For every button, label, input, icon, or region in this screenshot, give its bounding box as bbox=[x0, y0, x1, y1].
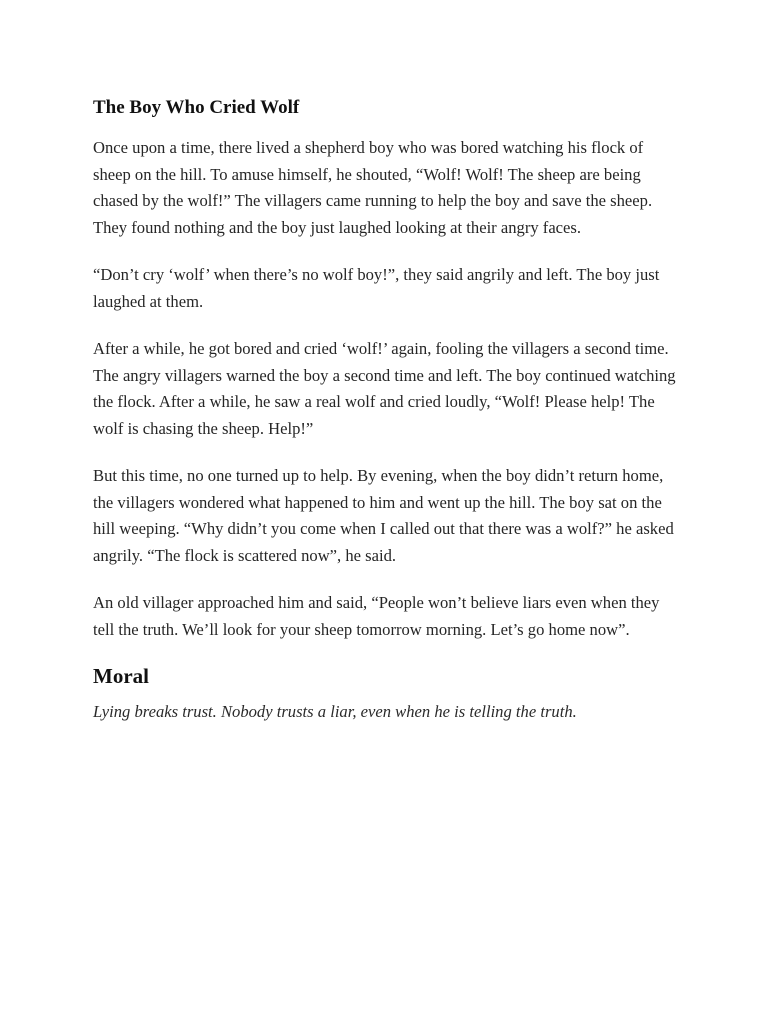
moral-heading: Moral bbox=[93, 664, 149, 688]
document-page bbox=[93, 94, 683, 725]
story-paragraph-4: But this time, no one turned up to help. By evening, when the boy didn’t return home, the villagers wondered what happened to him and went up the hill. The boy sat on the hill weeping. “Why didn’t you come when I called out that there was a wolf?” he asked angrily. “The flock is scattered now”, he said. bbox=[93, 466, 674, 565]
story-paragraph-1: Once upon a time, there lived a shepherd boy who was bored watching his flock of sheep on the hill. To amuse himself, he shouted, “Wolf! Wolf! The sheep are being chased by the wolf!” The villagers came running to help the boy and save the sheep. They found nothing and the boy just laughed looking at their angry faces. bbox=[93, 138, 653, 237]
story-title: The Boy Who Cried Wolf bbox=[93, 97, 300, 118]
story-paragraph-5: An old villager approached him and said, “People won’t believe liars even when they tell the truth. We’ll look for your sheep tomorrow morning. Let’s go home now”. bbox=[93, 593, 660, 639]
moral-text: Lying breaks trust. Nobody trusts a liar, even when he is telling the truth. bbox=[93, 702, 577, 721]
story-paragraph-3: After a while, he got bored and cried ‘wolf!’ again, fooling the villagers a second time. The angry villagers warned the boy a second time and left. The boy continued watching the flock. After a while, he saw a real wolf and cried loudly, “Wolf! Please help! The wolf is chasing the sheep. Help!” bbox=[93, 339, 676, 438]
story-paragraph-2: “Don’t cry ‘wolf’ when there’s no wolf boy!”, they said angrily and left. The boy just laughed at them. bbox=[93, 265, 660, 311]
